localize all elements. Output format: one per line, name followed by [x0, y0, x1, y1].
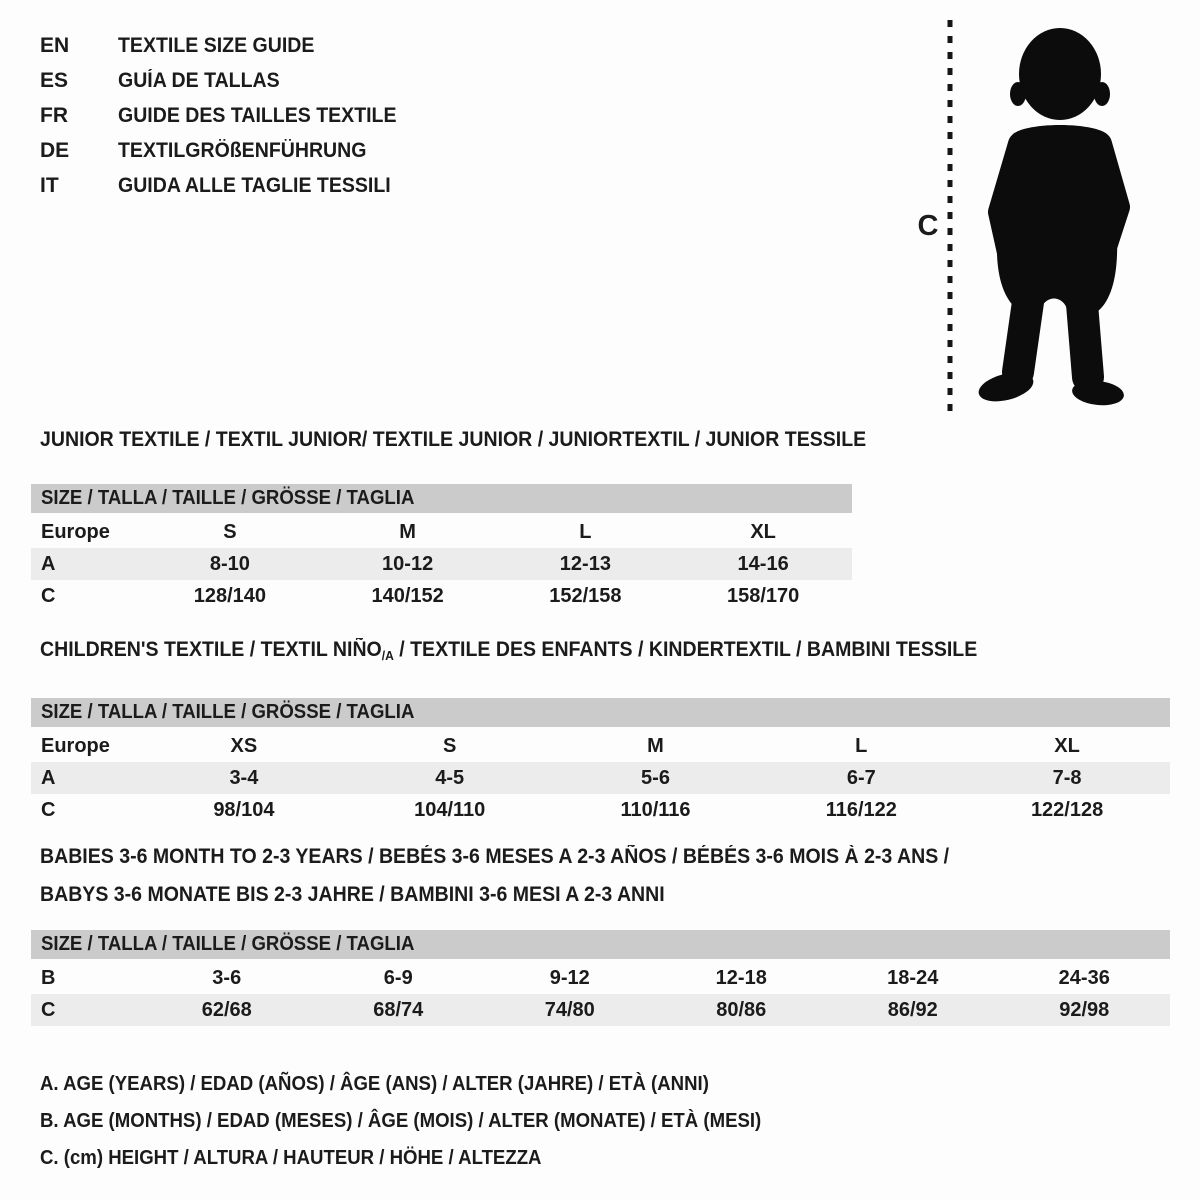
height-cell: 74/80 [544, 998, 595, 1021]
row-label: B [41, 966, 56, 989]
guide-title-en: TEXTILE SIZE GUIDE [118, 33, 315, 57]
language-code: FR [40, 103, 68, 127]
age-cell: 4-5 [435, 766, 465, 789]
language-code: IT [40, 173, 59, 197]
size-cell: XL [750, 520, 776, 543]
age-cell: 10-12 [382, 552, 434, 575]
height-cell: 122/128 [1030, 798, 1104, 821]
height-cell: 140/152 [371, 584, 444, 607]
children-textile-section [31, 638, 1170, 826]
size-header-text: SIZE / TALLA / TAILLE / GRÖSSE / TAGLIA [41, 701, 415, 723]
height-cell: 92/98 [1059, 998, 1110, 1021]
legend-age-months [40, 1103, 816, 1140]
legend-age-years-text: A. AGE (YEARS) / EDAD (AÑOS) / ÂGE (ANS) / ALTER (JAHRE) / ETÀ (ANNI) [40, 1073, 709, 1095]
height-measure-figure [898, 14, 1190, 426]
table-row-europe [31, 730, 1170, 762]
size-cell: S [443, 734, 457, 757]
height-cell: 98/104 [213, 798, 275, 821]
size-header-bar [31, 698, 1170, 727]
language-row-it [40, 168, 417, 203]
height-cell: 62/68 [201, 998, 252, 1021]
height-cell: 68/74 [373, 998, 424, 1021]
babies-section-title-line1 [31, 838, 1170, 876]
language-code: ES [40, 68, 69, 92]
age-cell: 14-16 [737, 552, 789, 575]
table-row-age-months [31, 962, 1170, 994]
language-row-de [40, 133, 417, 168]
guide-title-fr: GUIDE DES TAILLES TEXTILE [118, 103, 397, 127]
legend-age-months-text: B. AGE (MONTHS) / EDAD (MESES) / ÂGE (MOIS) / ALTER (MONATE) / ETÀ (MESI) [40, 1110, 762, 1132]
junior-section-title [31, 428, 867, 452]
table-row-europe [31, 516, 852, 548]
children-title-sub: /A [381, 648, 394, 663]
babies-title-line2-text: BABYS 3-6 MONATE BIS 2-3 JAHRE / BAMBINI 3-6 MESI A 2-3 ANNI [40, 883, 665, 906]
row-label: Europe [41, 734, 110, 757]
size-header-text: SIZE / TALLA / TAILLE / GRÖSSE / TAGLIA [41, 933, 415, 955]
height-cell: 128/140 [193, 584, 267, 607]
age-cell: 9-12 [549, 966, 590, 989]
language-code: EN [40, 33, 70, 57]
height-cell: 104/110 [414, 798, 486, 821]
row-label: A [41, 552, 56, 575]
table-row-age-years [31, 548, 852, 580]
size-header-bar [31, 484, 852, 513]
row-label: A [41, 766, 56, 789]
junior-size-table [31, 484, 852, 612]
size-cell: L [855, 734, 868, 757]
measure-legend [40, 1066, 816, 1177]
size-cell: M [399, 520, 416, 543]
age-cell: 3-4 [229, 766, 259, 789]
size-cell: M [647, 734, 664, 757]
age-cell: 6-9 [383, 966, 413, 989]
table-row-age-years [31, 762, 1170, 794]
row-label: Europe [41, 520, 110, 543]
row-label: C [41, 798, 56, 821]
junior-textile-section [31, 428, 867, 612]
babies-textile-section [31, 838, 1170, 1026]
babies-title-line1-text: BABIES 3-6 MONTH TO 2-3 YEARS / BEBÉS 3-6 MESES A 2-3 AÑOS / BÉBÉS 3-6 MOIS À 2-3 ANS / [40, 845, 950, 868]
legend-height-cm [40, 1140, 816, 1177]
age-cell: 18-24 [887, 966, 939, 989]
height-cell: 116/122 [825, 798, 897, 821]
height-cell: 110/116 [620, 798, 691, 821]
size-cell: S [223, 520, 237, 543]
guide-title-es: GUÍA DE TALLAS [118, 68, 280, 92]
size-cell: XL [1054, 734, 1080, 757]
age-cell: 12-18 [715, 966, 767, 989]
age-cell: 3-6 [212, 966, 242, 989]
height-measure-label: C [917, 210, 939, 242]
table-row-height-cm [31, 794, 1170, 826]
language-row-en [40, 28, 417, 63]
guide-title-it: GUIDA ALLE TAGLIE TESSILI [118, 173, 391, 197]
age-cell: 6-7 [846, 766, 876, 789]
language-row-es [40, 63, 417, 98]
language-title-list [40, 28, 417, 203]
table-row-height-cm [31, 994, 1170, 1026]
children-size-table [31, 698, 1170, 826]
height-cell: 158/170 [726, 584, 800, 607]
children-section-title [31, 638, 1170, 668]
age-cell: 12-13 [559, 552, 611, 575]
babies-section-title-line2 [31, 876, 1170, 914]
legend-age-years [40, 1066, 816, 1103]
size-cell: L [579, 520, 592, 543]
language-code: DE [40, 138, 70, 162]
table-row-height-cm [31, 580, 852, 612]
legend-height-cm-text: C. (cm) HEIGHT / ALTURA / HAUTEUR / HÖHE / ALTEZZA [40, 1147, 542, 1169]
size-header-text: SIZE / TALLA / TAILLE / GRÖSSE / TAGLIA [41, 487, 415, 509]
size-header-bar [31, 930, 1170, 959]
age-cell: 24-36 [1058, 966, 1110, 989]
age-cell: 5-6 [641, 766, 670, 789]
height-cell: 152/158 [549, 584, 622, 607]
junior-section-title-text: JUNIOR TEXTILE / TEXTIL JUNIOR/ TEXTILE JUNIOR / JUNIORTEXTIL / JUNIOR TESSILE [40, 428, 867, 451]
row-label: C [41, 584, 56, 607]
height-cell: 80/86 [716, 998, 767, 1021]
row-label: C [41, 998, 56, 1021]
height-cell: 86/92 [887, 998, 938, 1021]
children-title-pre: CHILDREN'S TEXTILE / TEXTIL NIÑO [40, 638, 382, 661]
age-cell: 7-8 [1052, 766, 1082, 789]
children-section-title-text [40, 638, 977, 668]
babies-size-table [31, 930, 1170, 1026]
language-row-fr [40, 98, 417, 133]
children-title-post: / TEXTILE DES ENFANTS / KINDERTEXTIL / BAMBINI TESSILE [393, 638, 978, 661]
size-cell: XS [230, 734, 258, 757]
age-cell: 8-10 [209, 552, 250, 575]
guide-title-de: TEXTILGRÖßENFÜHRUNG [118, 138, 367, 162]
